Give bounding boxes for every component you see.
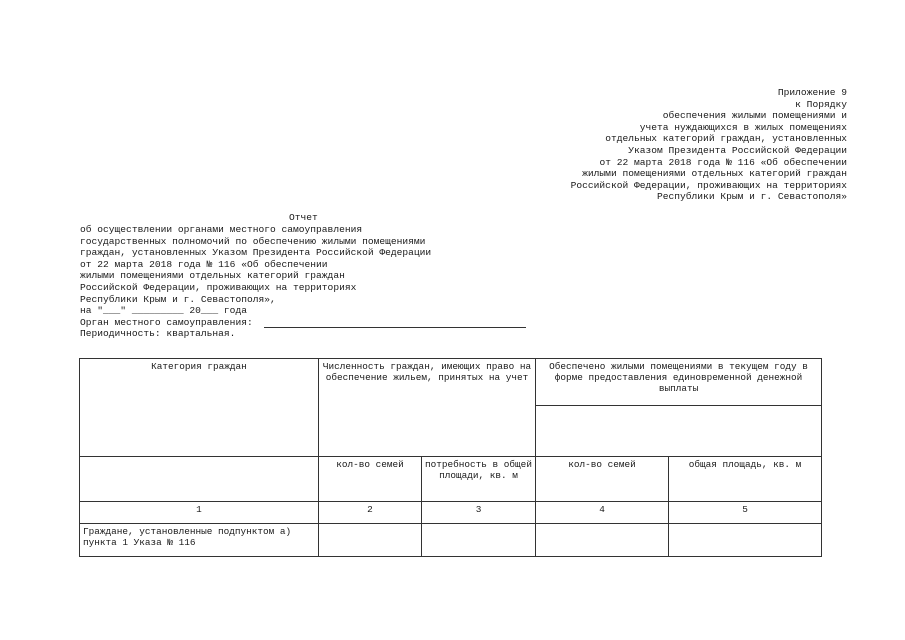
appendix-line: жилыми помещениями отдельных категорий граждан — [582, 168, 847, 180]
cell-families[interactable] — [319, 524, 422, 557]
sub-header-total-area: общая площадь, кв. м — [669, 457, 822, 502]
column-number: 3 — [422, 502, 536, 524]
appendix-line: к Порядку — [795, 98, 847, 110]
cell-need-area[interactable] — [422, 524, 536, 557]
report-line: граждан, установленных Указом Президента Российской Федерации — [80, 247, 432, 259]
report-body — [80, 224, 550, 340]
report-line: Республики Крым и г. Севастополя», — [80, 293, 276, 305]
header-category: Категория граждан — [80, 359, 319, 457]
report-line: об осуществлении органами местного самоуправления — [80, 224, 363, 235]
column-number: 2 — [319, 502, 422, 524]
cell-provided-area[interactable] — [669, 524, 822, 557]
column-number: 4 — [536, 502, 669, 524]
table-row — [80, 524, 822, 557]
appendix-header — [467, 87, 847, 203]
appendix-line: Приложение 9 — [777, 87, 847, 98]
report-title: Отчет — [289, 212, 318, 223]
cell-provided-families[interactable] — [536, 524, 669, 557]
report-line: государственных полномочий по обеспечению жилыми помещениями — [80, 235, 426, 247]
sub-header-provided-families: кол-во семей — [536, 457, 669, 502]
report-line: жилыми помещениями отдельных категорий граждан — [80, 270, 345, 282]
report-line: от 22 марта 2018 года № 116 «Об обеспечении — [80, 258, 328, 270]
header-category-spacer — [80, 457, 319, 502]
row-category: Граждане, установленные подпунктом а) пункта 1 Указа № 116 — [80, 524, 319, 557]
report-date-line: на "___" _________ 20___ года — [80, 305, 247, 317]
org-row — [80, 317, 550, 329]
appendix-line: Указом Президента Российской Федерации — [628, 144, 847, 156]
sub-header-need-area: потребность в общей площади, кв. м — [422, 457, 536, 502]
appendix-line: Российской Федерации, проживающих на территориях — [570, 179, 847, 191]
org-name-field[interactable] — [264, 318, 526, 328]
header-provided-spacer — [536, 406, 822, 457]
appendix-line: отдельных категорий граждан, установленных — [605, 133, 847, 145]
org-label: Орган местного самоуправления: — [80, 316, 253, 328]
header-provided-group: Обеспечено жилыми помещениями в текущем году в форме предоставления единовременной денежной выплаты — [536, 359, 822, 406]
column-number: 1 — [80, 502, 319, 524]
appendix-line: Республики Крым и г. Севастополя» — [657, 191, 847, 203]
sub-header-families: кол-во семей — [319, 457, 422, 502]
appendix-line: обеспечения жилыми помещениями и — [662, 110, 847, 122]
report-line: Российской Федерации, проживающих на территориях — [80, 281, 357, 293]
column-number: 5 — [669, 502, 822, 524]
header-count-group: Численность граждан, имеющих право на обеспечение жильем, принятых на учет — [319, 359, 536, 457]
report-table — [79, 358, 822, 557]
appendix-line: учета нуждающихся в жилых помещениях — [639, 121, 847, 133]
periodicity: Периодичность: квартальная. — [80, 328, 236, 340]
appendix-line: от 22 марта 2018 года № 116 «Об обеспечении — [599, 156, 847, 168]
